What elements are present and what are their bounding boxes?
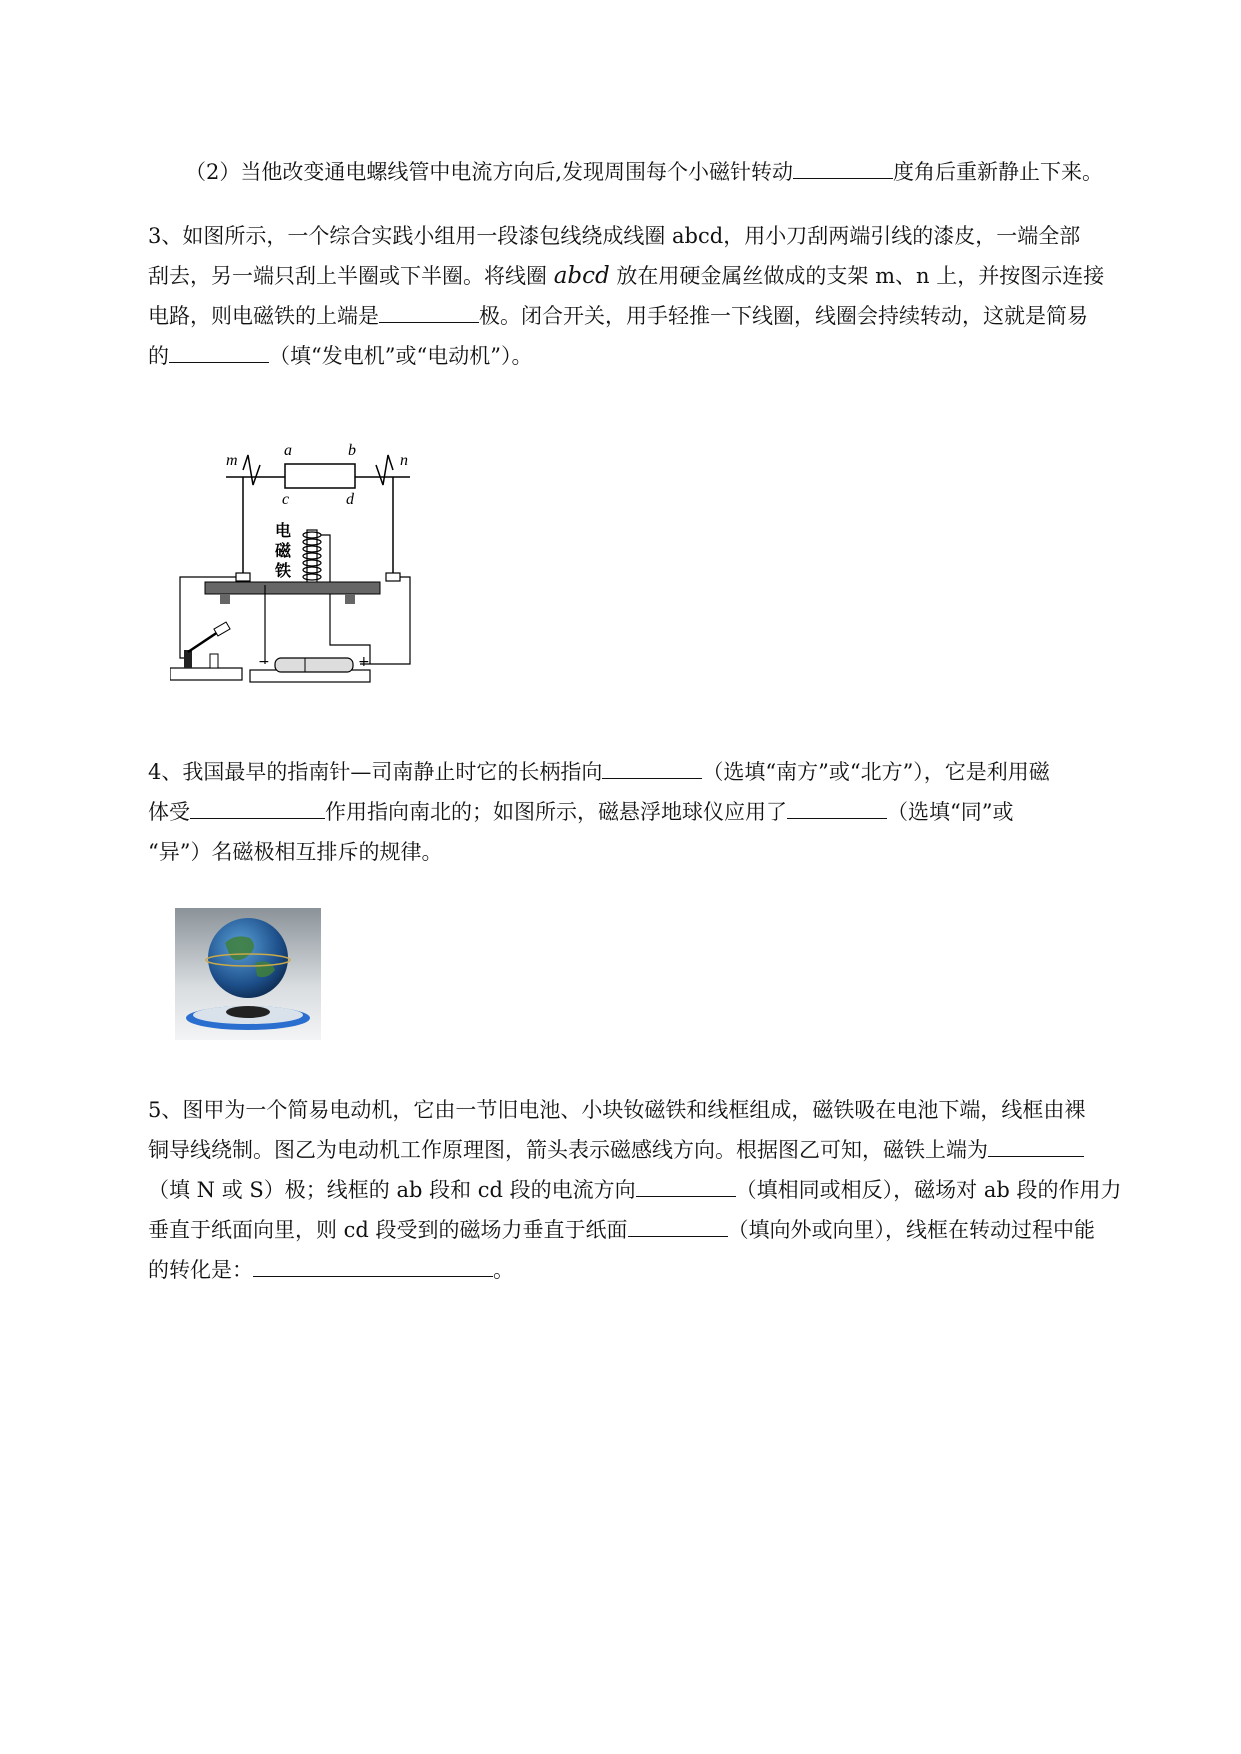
- globe-sphere: [208, 918, 288, 998]
- q5-line-4-text-b: （填向外或向里），线框在转动过程中能: [727, 1218, 1096, 1242]
- q3-line-2: [148, 256, 1158, 296]
- base-plate: [205, 582, 380, 594]
- answer-blank[interactable]: [628, 1212, 728, 1237]
- q4-line-2-text-c: （选填“同”或: [887, 800, 1014, 824]
- q5-line-3-text-a: （填 N 或 S）极；线框的 ab 段和 cd 段的电流方向: [148, 1178, 636, 1202]
- maglev-base-center: [226, 1006, 270, 1018]
- right-terminal: [386, 573, 400, 581]
- maglev-globe-image: [175, 908, 321, 1040]
- label-a: a: [284, 442, 292, 459]
- question-2-part-2: [185, 152, 1175, 192]
- switch-post-right: [210, 654, 218, 668]
- switch-handle: [214, 622, 230, 636]
- coil-label: abcd: [553, 263, 610, 289]
- motor-circuit-figure: [170, 430, 430, 700]
- question-5: [148, 1090, 1158, 1290]
- q4-line-3: “异”）名磁极相互排斥的规律。: [148, 840, 443, 864]
- q4-line-2-text-a: 体受: [148, 800, 190, 824]
- answer-blank[interactable]: [988, 1132, 1084, 1157]
- q3-line-4: [148, 336, 1158, 376]
- label-m: m: [226, 452, 238, 469]
- switch-base: [170, 668, 242, 680]
- q4-line-1-text-a: 4、我国最早的指南针—司南静止时它的长柄指向: [148, 760, 603, 784]
- battery-plus: +: [358, 654, 370, 670]
- q5-line-1: 5、图甲为一个简易电动机，它由一节旧电池、小块钕磁铁和线框组成，磁铁吸在电池下端，线框由裸: [148, 1098, 1086, 1122]
- battery-minus: −: [258, 654, 270, 670]
- q4-line-2: [148, 792, 1158, 832]
- q4-line-1-text-b: （选填“南方”或“北方”），它是利用磁: [702, 760, 1050, 784]
- q2-text-after: 度角后重新静止下来。: [893, 160, 1104, 184]
- left-wire-loop: [243, 455, 260, 485]
- label-n: n: [400, 452, 408, 469]
- switch-post-left: [184, 650, 192, 668]
- q3-line-2-text-a: 刮去，另一端只刮上半圈或下半圈。将线圈: [148, 264, 554, 288]
- q5-line-4: [148, 1210, 1158, 1250]
- q5-line-2-text: 铜导线绕制。图乙为电动机工作原理图，箭头表示磁感线方向。根据图乙可知，磁铁上端为: [148, 1138, 988, 1162]
- q3-line-4-text-b: （填“发电机”或“电动机”）。: [269, 344, 533, 368]
- left-terminal: [236, 573, 250, 581]
- question-3: [148, 216, 1158, 376]
- q5-line-3: [148, 1170, 1158, 1210]
- right-wire-loop: [376, 455, 393, 485]
- q5-line-5-text-b: 。: [493, 1258, 514, 1282]
- q4-line-2-text-b: 作用指向南北的；如图所示，磁悬浮地球仪应用了: [325, 800, 787, 824]
- q4-line-1: [148, 752, 1158, 792]
- q5-line-4-text-a: 垂直于纸面向里，则 cd 段受到的磁场力垂直于纸面: [148, 1218, 628, 1242]
- switch-lever: [188, 632, 218, 652]
- answer-blank[interactable]: [787, 794, 887, 819]
- q3-line-1: 3、如图所示，一个综合实践小组用一段漆包线绕成线圈 abcd，用小刀刮两端引线的漆皮，一端全部: [148, 224, 1081, 248]
- q3-line-4-text-a: 的: [148, 344, 169, 368]
- base-foot-right: [345, 594, 355, 604]
- answer-blank[interactable]: [169, 338, 269, 363]
- answer-blank[interactable]: [253, 1252, 493, 1277]
- question-4: [148, 752, 1158, 872]
- coil-rectangle: [285, 464, 355, 488]
- answer-blank[interactable]: [636, 1172, 736, 1197]
- battery-cell: [275, 658, 353, 672]
- q5-line-5: [148, 1250, 1158, 1290]
- em-label-1: 电: [275, 521, 292, 540]
- answer-blank[interactable]: [379, 298, 479, 323]
- q5-line-2: [148, 1130, 1158, 1170]
- q5-line-5-text-a: 的转化是：: [148, 1258, 253, 1282]
- q3-line-3: [148, 296, 1158, 336]
- q3-line-2-text-b: 放在用硬金属丝做成的支架 m、n 上，并按图示连接: [609, 264, 1105, 288]
- q3-line-3-text-b: 极。闭合开关，用手轻推一下线圈，线圈会持续转动，这就是简易: [479, 304, 1088, 328]
- label-b: b: [348, 442, 356, 459]
- em-label-3: 铁: [275, 561, 292, 580]
- base-foot-left: [220, 594, 230, 604]
- q2-text-before: （2）当他改变通电螺线管中电流方向后,发现周围每个小磁针转动: [185, 160, 794, 184]
- label-c: c: [282, 491, 290, 508]
- answer-blank[interactable]: [602, 754, 702, 779]
- em-label-2: 磁: [275, 541, 292, 560]
- answer-blank[interactable]: [793, 154, 893, 179]
- label-d: d: [346, 491, 354, 508]
- answer-blank[interactable]: [190, 794, 325, 819]
- q3-line-3-text-a: 电路，则电磁铁的上端是: [148, 304, 379, 328]
- q5-line-3-text-b: （填相同或相反），磁场对 ab 段的作用力: [735, 1178, 1122, 1202]
